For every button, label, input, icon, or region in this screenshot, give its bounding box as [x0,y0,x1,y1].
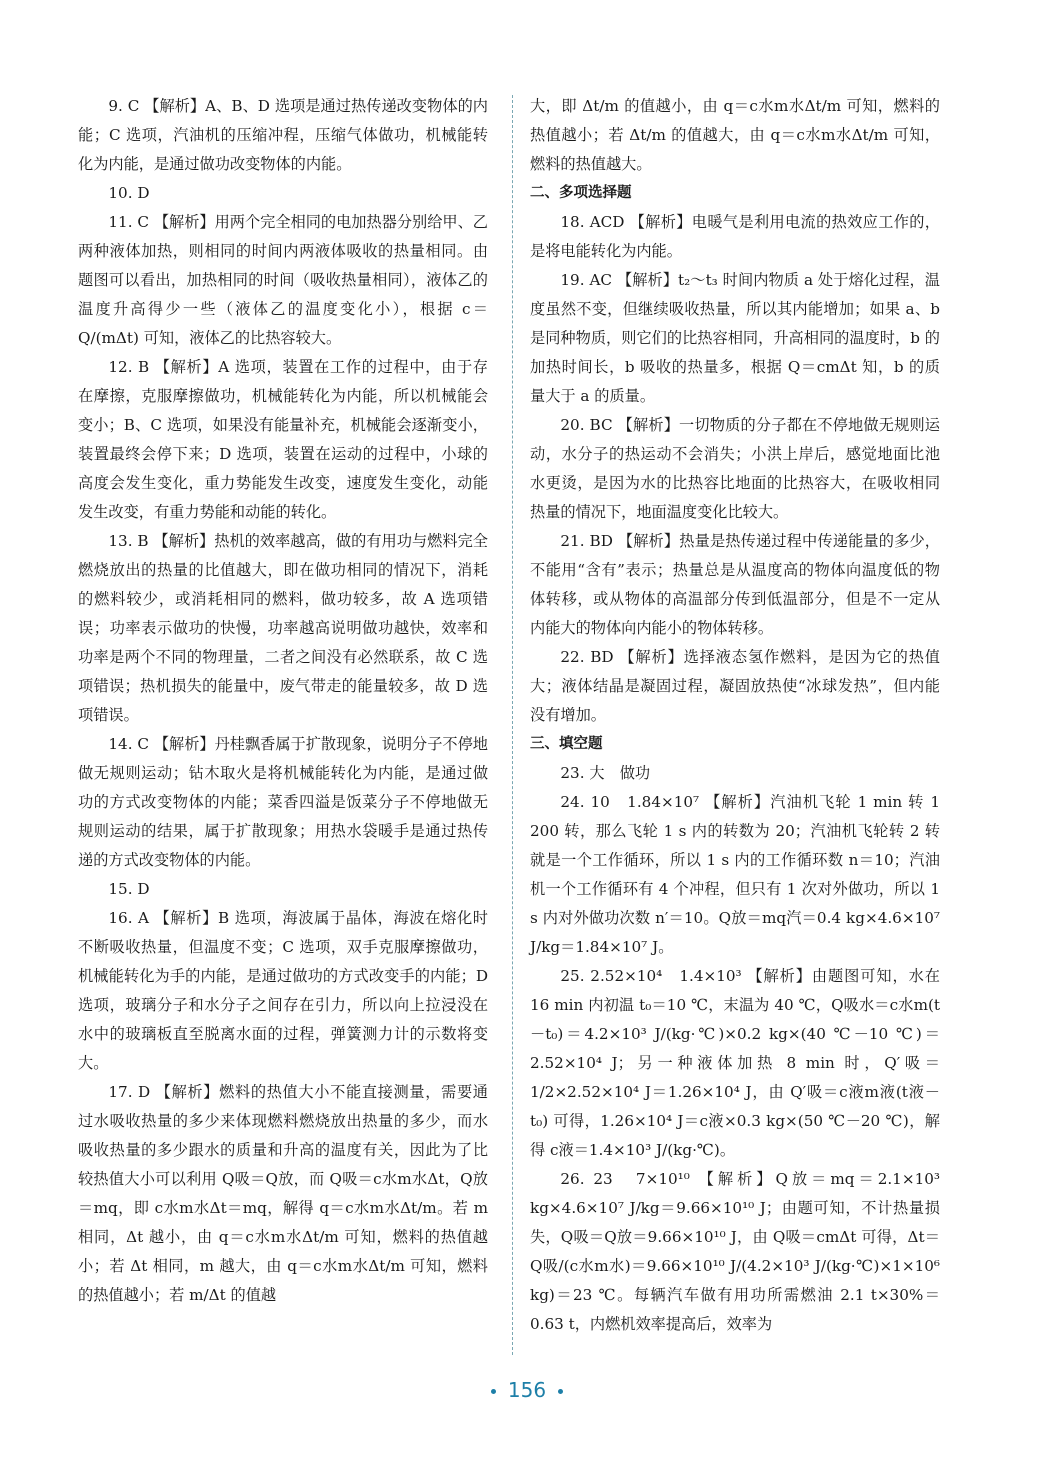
answer-17: 17. D 【解析】燃料的热值大小不能直接测量，需要通过水吸收热量的多少来体现燃料燃烧放出热量的多少，而水吸收热量的多少跟水的质量和升高的温度有关，因此为了比较热值大小可以利用 Q吸＝Q放，而 Q吸＝c水m水Δt，Q放＝mq，即 c水m水Δt＝mq，解得 q＝c水m水Δt/m。若 m 相同，Δt 越小，由 q＝c水m水Δt/m 可知，燃料的热值越小；若 Δt 相同，m 越大，由 q＝c水m水Δt/m 可知，燃料的热值越小；若 m/Δt 的值越 [78,1083,488,1304]
section-heading-fill-blank: 三、填空题 [530,736,603,752]
answer-18: 18. ACD 【解析】电暖气是利用电流的热效应工作的，是将电能转化为内能。 [530,213,940,260]
answer-24: 24. 10 1.84×10⁷ 【解析】汽油机飞轮 1 min 转 1 200 转，那么飞轮 1 s 内的转数为 20；汽油机飞轮转 2 转就是一个工作循环，所以 1 s 内的工作循环数 n＝10；汽油机一个工作循环有 4 个冲程，但只有 1 次对外做功，所以 1 s 内对外做功次数 n′＝10。Q放＝mq汽＝0.4 kg×4.6×10⁷ J/kg＝1.84×10⁷ J。 [530,793,940,956]
column-divider [512,95,513,1355]
answer-26: 26. 23 7×10¹⁰ 【解析】Q放＝mq＝2.1×10³ kg×4.6×10⁷ J/kg＝9.66×10¹⁰ J；由题可知，不计热量损失，Q吸＝Q放＝9.66×10¹⁰ J，由 Q吸＝cmΔt 可得，Δt＝Q吸/(c水m水)＝9.66×10¹⁰ J/(4.2×10³ J/(kg·℃)×1×10⁶ kg)＝23 ℃。每辆汽车做有用功所需燃油 2.1 t×30%＝0.63 t，内燃机效率提高后，效率为 [530,1170,940,1333]
answer-15: 15. D [108,880,150,898]
answer-10: 10. D [108,184,150,202]
answer-21: 21. BD 【解析】热量是热传递过程中传递能量的多少，不能用“含有”表示；热量总是从温度高的物体向温度低的物体转移，或从物体的高温部分传到低温部分，但是不一定从内能大的物体向内能小的物体转移。 [530,532,940,637]
answer-20: 20. BC 【解析】一切物质的分子都在不停地做无规则运动，水分子的热运动不会消失；小洪上岸后，感觉地面比池水更烫，是因为水的比热容比地面的比热容大，在吸收相同热量的情况下，地面温度变化比较大。 [530,416,940,521]
answer-9: 9. C 【解析】A、B、D 选项是通过热传递改变物体的内能；C 选项，汽油机的压缩冲程，压缩气体做功，机械能转化为内能，是通过做功改变物体的内能。 [78,97,488,173]
answer-11: 11. C 【解析】用两个完全相同的电加热器分别给甲、乙两种液体加热，则相同的时间内两液体吸收的热量相同。由题图可以看出，加热相同的时间（吸收热量相同），液体乙的温度升高得少一些（液体乙的温度变化小），根据 c＝Q/(mΔt) 可知，液体乙的比热容较大。 [78,213,488,347]
answer-16: 16. A 【解析】B 选项，海波属于晶体，海波在熔化时不断吸收热量，但温度不变；C 选项，双手克服摩擦做功，机械能转化为手的内能，是通过做功的方式改变手的内能；D 选项，玻璃分子和水分子之间存在引力，所以向上拉浸没在水中的玻璃板直至脱离水面的过程，弹簧测力计的示数将变大。 [78,909,488,1072]
answer-19: 19. AC 【解析】t₂～t₃ 时间内物质 a 处于熔化过程，温度虽然不变，但继续吸收热量，所以其内能增加；如果 a、b 是同种物质，则它们的比热容相同，升高相同的温度时，b 的加热时间长，b 吸收的热量多，根据 Q＝cmΔt 知，b 的质量大于 a 的质量。 [530,271,940,405]
answer-22: 22. BD 【解析】选择液态氢作燃料，是因为它的热值大；液体结晶是凝固过程，凝固放热使“冰球发热”，但内能没有增加。 [530,648,940,724]
answer-25: 25. 2.52×10⁴ 1.4×10³ 【解析】由题图可知，水在 16 min 内初温 t₀＝10 ℃，末温为 40 ℃，Q吸水＝c水m(t－t₀)＝4.2×10³ J/(kg·℃)×0.2 kg×(40 ℃－10 ℃)＝2.52×10⁴ J；另一种液体加热 8 min 时，Q′吸＝1/2×2.52×10⁴ J＝1.26×10⁴ J，由 Q′吸＝c液m液(t液－t₀) 可得，1.26×10⁴ J＝c液×0.3 kg×(50 ℃－20 ℃)，解得 c液＝1.4×10³ J/(kg·℃)。 [530,967,940,1159]
answer-17-continued: 大，即 Δt/m 的值越小，由 q＝c水m水Δt/m 可知，燃料的热值越小；若 Δt/m 的值越大，由 q＝c水m水Δt/m 可知，燃料的热值越大。 [530,97,940,173]
page-number-dot-left [491,1389,496,1394]
page-number-text: 156 [507,1378,547,1402]
section-heading-multiple-choice: 二、多项选择题 [530,185,632,201]
page-number [0,1378,1054,1402]
right-column [530,92,940,1339]
page-number-dot-right [558,1389,563,1394]
answer-12: 12. B 【解析】A 选项，装置在工作的过程中，由于存在摩擦，克服摩擦做功，机械能转化为内能，所以机械能会变小；B、C 选项，如果没有能量补充，机械能会逐渐变小，装置最终会停下来；D 选项，装置在运动的过程中，小球的高度会发生变化，重力势能发生改变，速度发生变化，动能发生改变，有重力势能和动能的转化。 [78,358,488,521]
answer-13: 13. B 【解析】热机的效率越高，做的有用功与燃料完全燃烧放出的热量的比值越大，即在做功相同的情况下，消耗的燃料较少，或消耗相同的燃料，做功较多，故 A 选项错误；功率表示做功的快慢，功率越高说明做功越快，效率和功率是两个不同的物理量，二者之间没有必然联系，故 C 选项错误；热机损失的能量中，废气带走的能量较多，故 D 选项错误。 [78,532,488,724]
answer-14: 14. C 【解析】丹桂飘香属于扩散现象，说明分子不停地做无规则运动；钻木取火是将机械能转化为内能，是通过做功的方式改变物体的内能；菜香四溢是饭菜分子不停地做无规则运动的结果，属于扩散现象；用热水袋暖手是通过热传递的方式改变物体的内能。 [78,735,488,869]
left-column [78,92,488,1310]
answer-23: 23. 大 做功 [560,764,651,782]
